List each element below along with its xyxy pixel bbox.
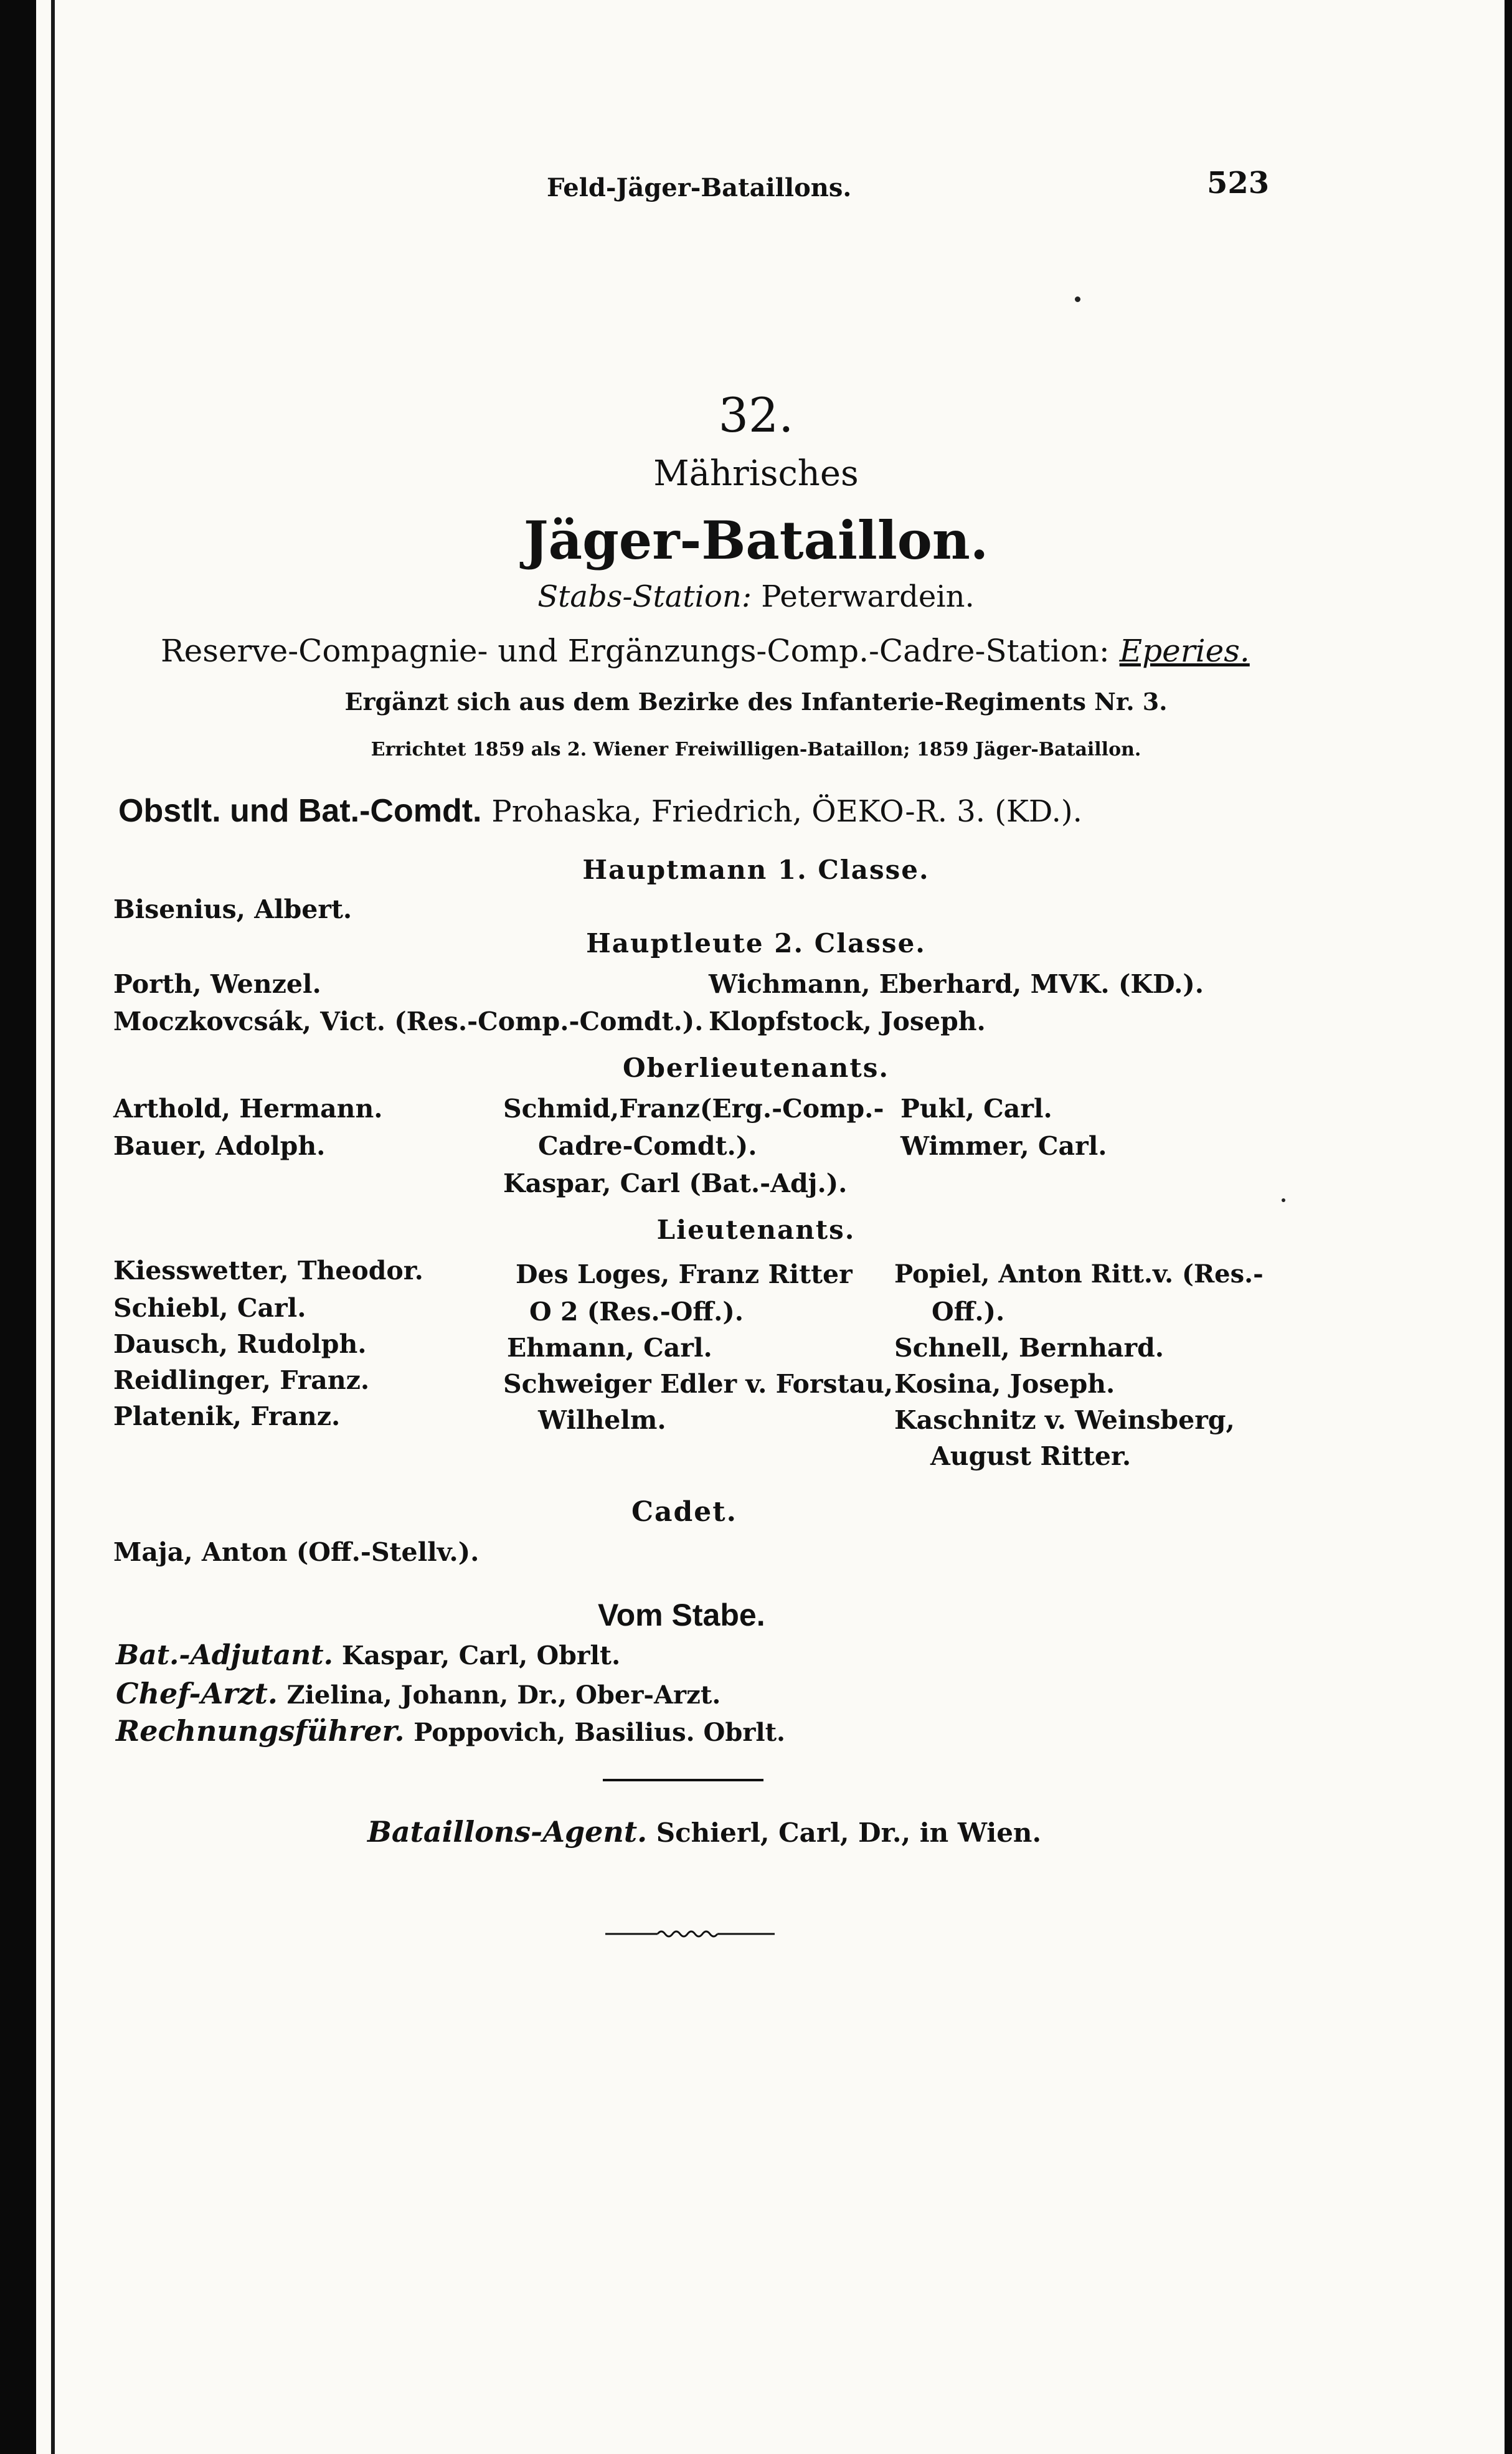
oberlt-col2-3: Kaspar, Carl (Bat.-Adj.). bbox=[503, 1168, 848, 1198]
hauptleute2-left-1: Porth, Wenzel. bbox=[113, 969, 321, 999]
hauptleute2-left-2: Moczkovcsák, Vict. (Res.-Comp.-Comdt.). bbox=[113, 1007, 704, 1036]
oberlt-col3-1: Pukl, Carl. bbox=[900, 1094, 1052, 1124]
cadet-name: Maja, Anton (Off.-Stellv.). bbox=[113, 1537, 480, 1567]
page-number: 523 bbox=[1207, 166, 1270, 201]
stab-label: Chef-Arzt. bbox=[116, 1677, 278, 1710]
ink-speck bbox=[1282, 1198, 1285, 1202]
stab-row-2 bbox=[116, 1677, 721, 1710]
lt-col1-1: Kiesswetter, Theodor. bbox=[113, 1256, 423, 1286]
lt-col2-3: Ehmann, Carl. bbox=[507, 1333, 712, 1363]
section-divider bbox=[603, 1779, 763, 1781]
cadet-heading: Cadet. bbox=[631, 1496, 737, 1528]
oberlt-col2-1: Schmid,Franz(Erg.-Comp.- bbox=[503, 1094, 884, 1124]
lt-col3-5: Kaschnitz v. Weinsberg, bbox=[894, 1405, 1235, 1435]
oberlt-col1-2: Bauer, Adolph. bbox=[113, 1131, 326, 1161]
stabs-value: Peterwardein. bbox=[761, 579, 975, 614]
ink-speck bbox=[1075, 296, 1080, 302]
commander-rank: Obstlt. und Bat.-Comdt. bbox=[118, 793, 482, 829]
errichtet-line: Errichtet 1859 als 2. Wiener Freiwilligen-Bataillon; 1859 Jäger-Bataillon. bbox=[371, 739, 1141, 760]
oberlieutenants-heading: Oberlieutenants. bbox=[622, 1053, 890, 1083]
bataillon-number: 32. bbox=[718, 387, 794, 443]
lt-col2-5: Wilhelm. bbox=[538, 1405, 666, 1435]
stab-value: Kaspar, Carl, Obrlt. bbox=[341, 1641, 621, 1670]
stabs-label: Stabs-Station: bbox=[537, 579, 752, 614]
bataillon-name: Jäger-Bataillon. bbox=[523, 509, 989, 571]
reserve-station-line bbox=[161, 633, 1250, 669]
lt-col2-4: Schweiger Edler v. Forstau, bbox=[503, 1369, 894, 1399]
oberlt-col3-2: Wimmer, Carl. bbox=[900, 1131, 1107, 1161]
agent-value: Schierl, Carl, Dr., in Wien. bbox=[656, 1817, 1042, 1848]
lt-col2-1: Des Loges, Franz Ritter bbox=[516, 1259, 853, 1289]
stab-row-1 bbox=[116, 1639, 620, 1671]
stabs-station-line bbox=[0, 579, 1512, 614]
hauptmann1-name: Bisenius, Albert. bbox=[113, 894, 352, 924]
lt-col1-5: Platenik, Franz. bbox=[113, 1401, 341, 1431]
reserve-place: Eperies. bbox=[1119, 633, 1250, 669]
agent-line bbox=[367, 1815, 1041, 1849]
lt-col3-2: Off.). bbox=[932, 1297, 1005, 1327]
lt-col1-2: Schiebl, Carl. bbox=[113, 1293, 306, 1323]
hauptleute2-right-1: Wichmann, Eberhard, MVK. (KD.). bbox=[709, 969, 1204, 999]
stab-row-3 bbox=[116, 1714, 785, 1748]
lt-col3-4: Kosina, Joseph. bbox=[894, 1369, 1115, 1399]
hauptleute2-right-2: Klopfstock, Joseph. bbox=[709, 1007, 986, 1036]
oberlt-col2-2: Cadre-Comdt.). bbox=[538, 1131, 757, 1161]
stab-value: Poppovich, Basilius. Obrlt. bbox=[413, 1718, 785, 1747]
oberlt-col1-1: Arthold, Hermann. bbox=[113, 1094, 383, 1124]
lt-col1-3: Dausch, Rudolph. bbox=[113, 1329, 367, 1359]
lt-col3-6: August Ritter. bbox=[930, 1441, 1132, 1471]
hauptleute2-heading: Hauptleute 2. Classe. bbox=[586, 928, 926, 959]
reserve-text: Reserve-Compagnie- und Ergänzungs-Comp.-Cadre-Station: bbox=[161, 633, 1110, 669]
running-title: Feld-Jäger-Bataillons. bbox=[547, 173, 852, 202]
lt-col2-2: O 2 (Res.-Off.). bbox=[529, 1297, 744, 1327]
stab-value: Zielina, Johann, Dr., Ober-Arzt. bbox=[286, 1680, 721, 1710]
lt-col1-4: Reidlinger, Franz. bbox=[113, 1365, 370, 1395]
bataillon-subtitle: Mährisches bbox=[653, 453, 859, 494]
hauptmann1-heading: Hauptmann 1. Classe. bbox=[582, 855, 930, 885]
commander-line bbox=[118, 792, 1082, 830]
stab-label: Rechnungsführer. bbox=[116, 1714, 405, 1748]
ornament-divider bbox=[604, 1925, 776, 1943]
commander-name: Prohaska, Friedrich, ÖEKO-R. 3. (KD.). bbox=[491, 794, 1082, 829]
vom-stabe-heading: Vom Stabe. bbox=[598, 1598, 765, 1632]
lt-col3-3: Schnell, Bernhard. bbox=[894, 1333, 1165, 1363]
lt-col3-1: Popiel, Anton Ritt.v. (Res.- bbox=[894, 1259, 1264, 1289]
lieutenants-heading: Lieutenants. bbox=[656, 1215, 856, 1245]
agent-label: Bataillons-Agent. bbox=[367, 1815, 648, 1849]
stab-label: Bat.-Adjutant. bbox=[116, 1639, 333, 1671]
erganzt-line: Ergänzt sich aus dem Bezirke des Infanterie-Regiments Nr. 3. bbox=[344, 688, 1168, 716]
